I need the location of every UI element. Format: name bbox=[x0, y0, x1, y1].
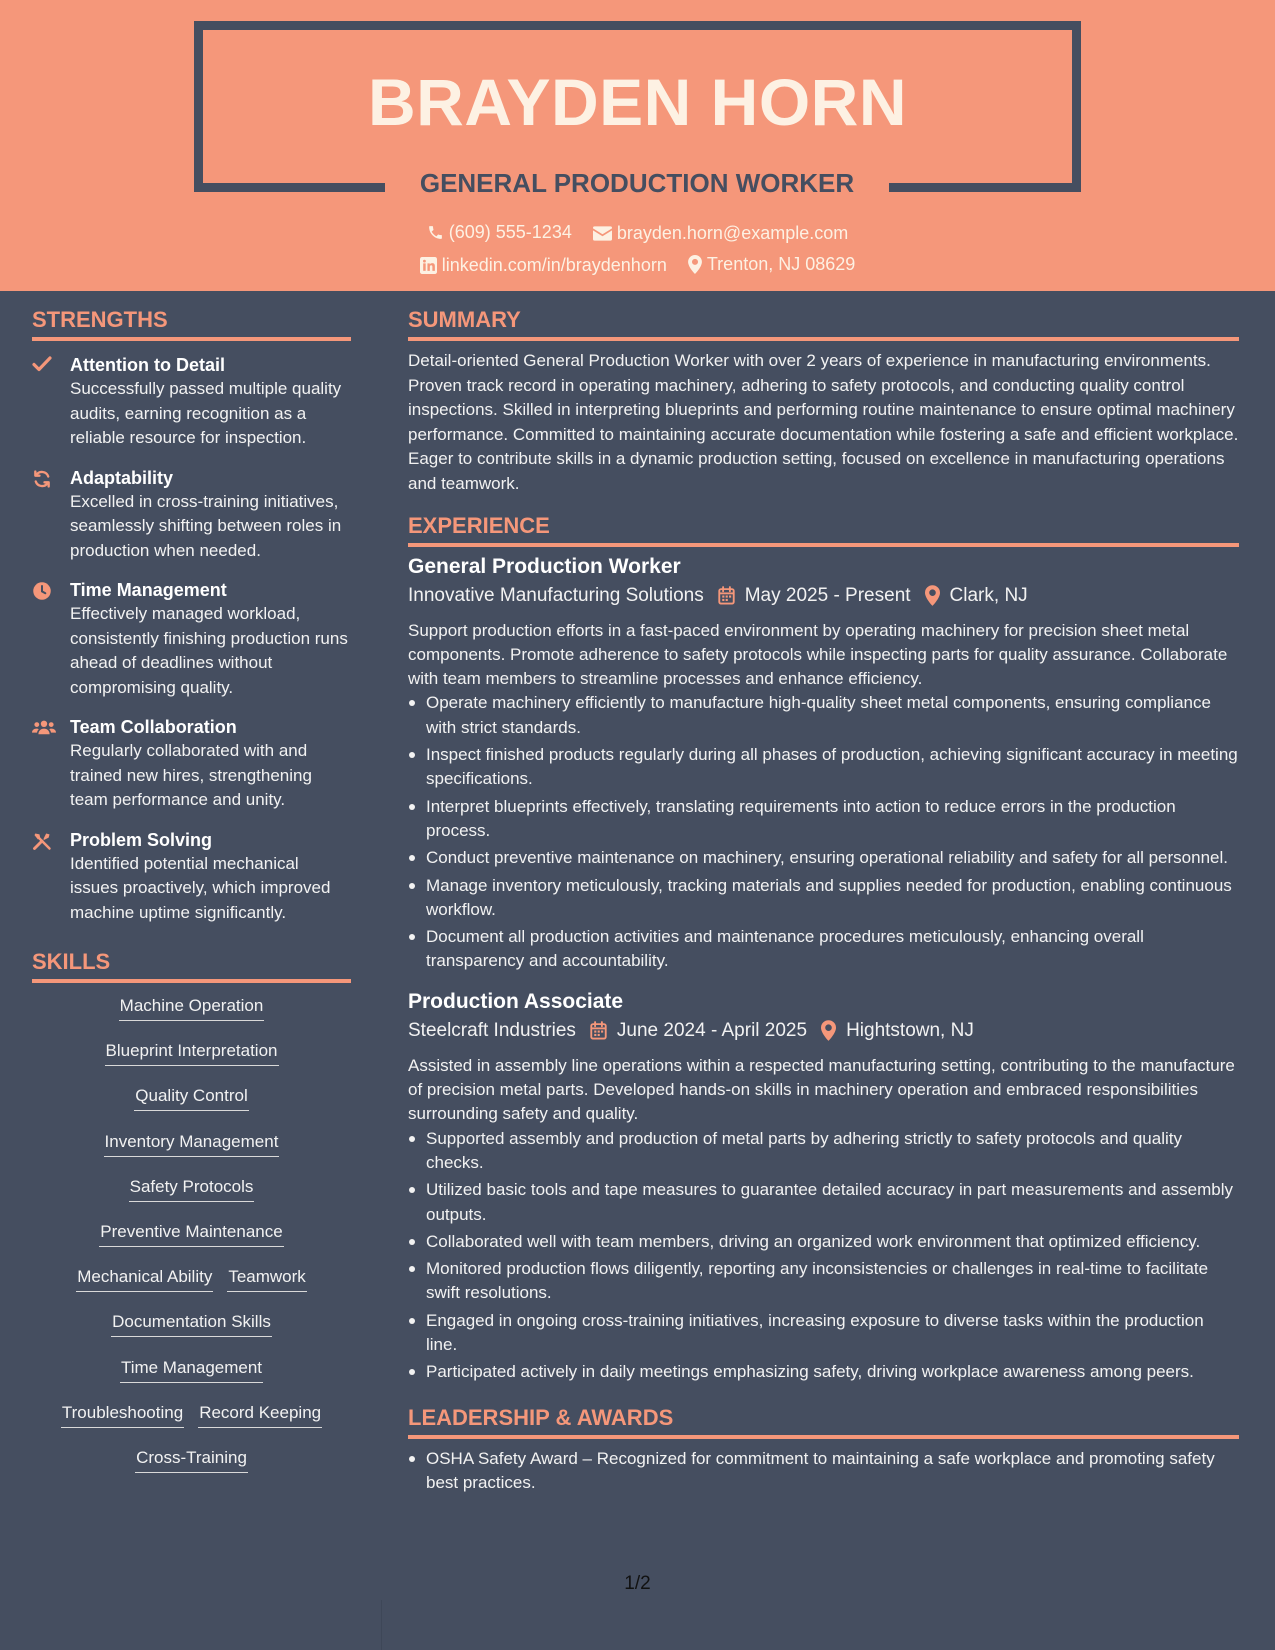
skill-tag: Teamwork bbox=[227, 1266, 306, 1292]
skill-row bbox=[32, 1077, 351, 1122]
bullet-item: Conduct preventive maintenance on machinery, ensuring operational reliability and safety for all personnel. bbox=[408, 846, 1239, 870]
resume-header bbox=[0, 0, 1275, 291]
page-number: 1/2 bbox=[624, 1573, 651, 1594]
phone-icon bbox=[427, 224, 444, 241]
bullet-item: Utilized basic tools and tape measures to guarantee detailed accuracy in part measurements and assembly outputs. bbox=[408, 1178, 1239, 1227]
linkedin-text: linkedin.com/in/braydenhorn bbox=[441, 255, 667, 275]
strength-item bbox=[32, 578, 351, 700]
skill-row bbox=[32, 1394, 351, 1439]
header-frame-bottom-left bbox=[194, 183, 385, 192]
leadership-list bbox=[408, 1447, 1239, 1496]
strength-title: Adaptability bbox=[70, 467, 174, 488]
tools-icon bbox=[32, 828, 70, 926]
employment-dates: June 2024 - April 2025 bbox=[616, 1019, 808, 1041]
strength-description: Successfully passed multiple quality audits, earning recognition as a reliable resource for inspection. bbox=[70, 379, 342, 447]
job-description: Support production efforts in a fast-paced environment by operating machinery for precision sheet metal components. Promote adherence to safety protocols while inspecting parts for quality assurance. Collaborate with team members to streamline processes and enhance efficiency. bbox=[408, 620, 1228, 689]
linkedin-icon bbox=[420, 257, 437, 274]
skill-row bbox=[32, 1439, 351, 1484]
skill-tag: Record Keeping bbox=[198, 1402, 322, 1428]
strength-body bbox=[70, 715, 351, 813]
candidate-name: BRAYDEN HORN bbox=[368, 65, 907, 139]
main-content bbox=[408, 305, 1239, 1498]
location-text: Trenton, NJ 08629 bbox=[706, 254, 856, 274]
job-location: Clark, NJ bbox=[949, 584, 1028, 606]
bullet-item: Engaged in ongoing cross-training initiatives, increasing exposure to diverse tasks within the production line. bbox=[408, 1309, 1239, 1358]
strength-description: Effectively managed workload, consistently finishing production runs ahead of deadlines without compromising quality. bbox=[70, 604, 348, 697]
job-description: Assisted in assembly line operations within a respected manufacturing setting, contributing to the manufacture of precision metal parts. Developed hands-on skills in machinery operation and embraced responsibilities surrounding safety and quality. bbox=[408, 1055, 1235, 1124]
position-title: Production Associate bbox=[408, 989, 624, 1013]
strength-body bbox=[70, 578, 351, 700]
skills-heading: SKILLS bbox=[32, 947, 351, 983]
skill-tag: Troubleshooting bbox=[61, 1402, 184, 1428]
strength-body bbox=[70, 828, 351, 926]
contact-row-1 bbox=[0, 220, 1275, 247]
map-pin-icon bbox=[925, 585, 940, 606]
bullet-item: Manage inventory meticulously, tracking materials and supplies needed for production, enabling continuous workflow. bbox=[408, 874, 1239, 923]
bullet-item: Interpret blueprints effectively, translating requirements into action to reduce errors in the production process. bbox=[408, 795, 1239, 844]
skill-tag: Mechanical Ability bbox=[76, 1266, 213, 1292]
skill-row bbox=[32, 1349, 351, 1394]
users-icon bbox=[32, 715, 70, 813]
skill-tag: Cross-Training bbox=[135, 1447, 248, 1473]
skill-row bbox=[32, 1032, 351, 1077]
strength-body bbox=[70, 466, 351, 564]
map-pin-icon bbox=[688, 255, 702, 274]
bullet-item: Monitored production flows diligently, reporting any inconsistencies or challenges in real-time to facilitate swift resolutions. bbox=[408, 1257, 1239, 1306]
skill-tag: Quality Control bbox=[134, 1085, 248, 1111]
calendar-icon bbox=[718, 586, 735, 605]
company-name: Steelcraft Industries bbox=[408, 1019, 576, 1041]
leadership-heading: LEADERSHIP & AWARDS bbox=[408, 1403, 1239, 1439]
email-text: brayden.horn@example.com bbox=[616, 223, 849, 243]
strength-body bbox=[70, 353, 351, 451]
bullet-item: Collaborated well with team members, driving an organized work environment that optimized efficiency. bbox=[408, 1230, 1239, 1254]
strength-title: Team Collaboration bbox=[70, 717, 237, 737]
skill-row bbox=[32, 1123, 351, 1168]
skill-tag: Machine Operation bbox=[119, 995, 265, 1021]
summary-text: Detail-oriented General Production Worker with over 2 years of experience in manufacturing environments. Proven track record in operating machinery, adhering to safety protocols, and conducting quality control inspections. Skilled in interpreting blueprints and performing routine maintenance to ensure optimal machinery performance. Committed to maintaining accurate documentation while fostering a safe and efficient workplace. Eager to contribute skills in a dynamic production setting, focused on excellence in manufacturing operations and teamwork. bbox=[408, 351, 1239, 493]
skills-list bbox=[32, 987, 351, 1484]
strength-description: Regularly collaborated with and trained new hires, strengthening team performance and unity. bbox=[70, 741, 312, 809]
position-title: General Production Worker bbox=[408, 554, 681, 578]
location-contact bbox=[688, 252, 855, 276]
skill-row bbox=[32, 1213, 351, 1258]
job-location: Hightstown, NJ bbox=[846, 1019, 974, 1041]
bullet-item: Operate machinery efficiently to manufacture high-quality sheet metal components, ensuring compliance with strict standards. bbox=[408, 691, 1239, 740]
map-pin-icon bbox=[821, 1020, 836, 1041]
award-item: OSHA Safety Award – Recognized for commitment to maintaining a safe workplace and promoting safety best practices. bbox=[408, 1447, 1239, 1496]
skill-tag: Inventory Management bbox=[104, 1131, 280, 1157]
refresh-icon bbox=[32, 466, 70, 564]
strengths-list bbox=[32, 353, 351, 925]
job-meta bbox=[408, 1016, 1239, 1046]
contact-row-2 bbox=[0, 252, 1275, 280]
header-frame-bottom-right bbox=[889, 183, 1081, 192]
phone-contact[interactable] bbox=[427, 220, 572, 244]
job-bullets bbox=[408, 1127, 1239, 1385]
employment-dates: May 2025 - Present bbox=[744, 584, 911, 606]
strength-title: Time Management bbox=[70, 580, 227, 600]
skill-tag: Documentation Skills bbox=[111, 1311, 272, 1337]
company-name: Innovative Manufacturing Solutions bbox=[408, 584, 704, 606]
strength-item bbox=[32, 828, 351, 926]
strength-item bbox=[32, 715, 351, 813]
email-contact[interactable] bbox=[593, 221, 848, 245]
skill-tag: Time Management bbox=[120, 1357, 263, 1383]
strength-description: Identified potential mechanical issues proactively, which improved machine uptime significantly. bbox=[70, 853, 331, 922]
strengths-heading: STRENGTHS bbox=[32, 305, 351, 341]
skills-section bbox=[32, 947, 351, 1484]
clock-icon bbox=[32, 578, 70, 700]
strength-title: Problem Solving bbox=[70, 829, 213, 850]
skill-row bbox=[32, 1168, 351, 1213]
experience-list bbox=[408, 553, 1239, 1385]
column-divider bbox=[381, 1600, 382, 1650]
bullet-item: Participated actively in daily meetings emphasizing safety, driving workplace awareness among peers. bbox=[408, 1360, 1239, 1384]
linkedin-contact[interactable] bbox=[420, 253, 667, 277]
strength-item bbox=[32, 466, 351, 564]
summary-heading: SUMMARY bbox=[408, 305, 1239, 341]
skill-tag: Preventive Maintenance bbox=[99, 1221, 283, 1247]
strength-title: Attention to Detail bbox=[70, 355, 225, 375]
skill-row bbox=[32, 1303, 351, 1348]
skill-row bbox=[32, 1258, 351, 1303]
check-icon bbox=[32, 353, 70, 451]
skill-tag: Blueprint Interpretation bbox=[105, 1040, 279, 1066]
skill-row bbox=[32, 987, 351, 1032]
strength-description: Excelled in cross-training initiatives, seamlessly shifting between roles in production when needed. bbox=[70, 491, 342, 560]
experience-heading: EXPERIENCE bbox=[408, 511, 1239, 547]
sidebar bbox=[32, 305, 351, 1484]
job-meta bbox=[408, 581, 1239, 611]
calendar-icon bbox=[590, 1021, 607, 1040]
envelope-icon bbox=[593, 226, 612, 241]
experience-entry bbox=[408, 553, 1239, 974]
job-title-heading: GENERAL PRODUCTION WORKER bbox=[419, 168, 855, 198]
strength-item bbox=[32, 353, 351, 451]
bullet-item: Supported assembly and production of metal parts by adhering strictly to safety protocols and quality checks. bbox=[408, 1127, 1239, 1176]
experience-entry bbox=[408, 988, 1239, 1385]
phone-text: (609) 555-1234 bbox=[448, 222, 572, 242]
skill-tag: Safety Protocols bbox=[129, 1176, 255, 1202]
bullet-item: Document all production activities and maintenance procedures meticulously, enhancing overall transparency and accountability. bbox=[408, 925, 1239, 974]
job-bullets bbox=[408, 691, 1239, 973]
bullet-item: Inspect finished products regularly during all phases of production, achieving significant accuracy in meeting specifications. bbox=[408, 743, 1239, 792]
